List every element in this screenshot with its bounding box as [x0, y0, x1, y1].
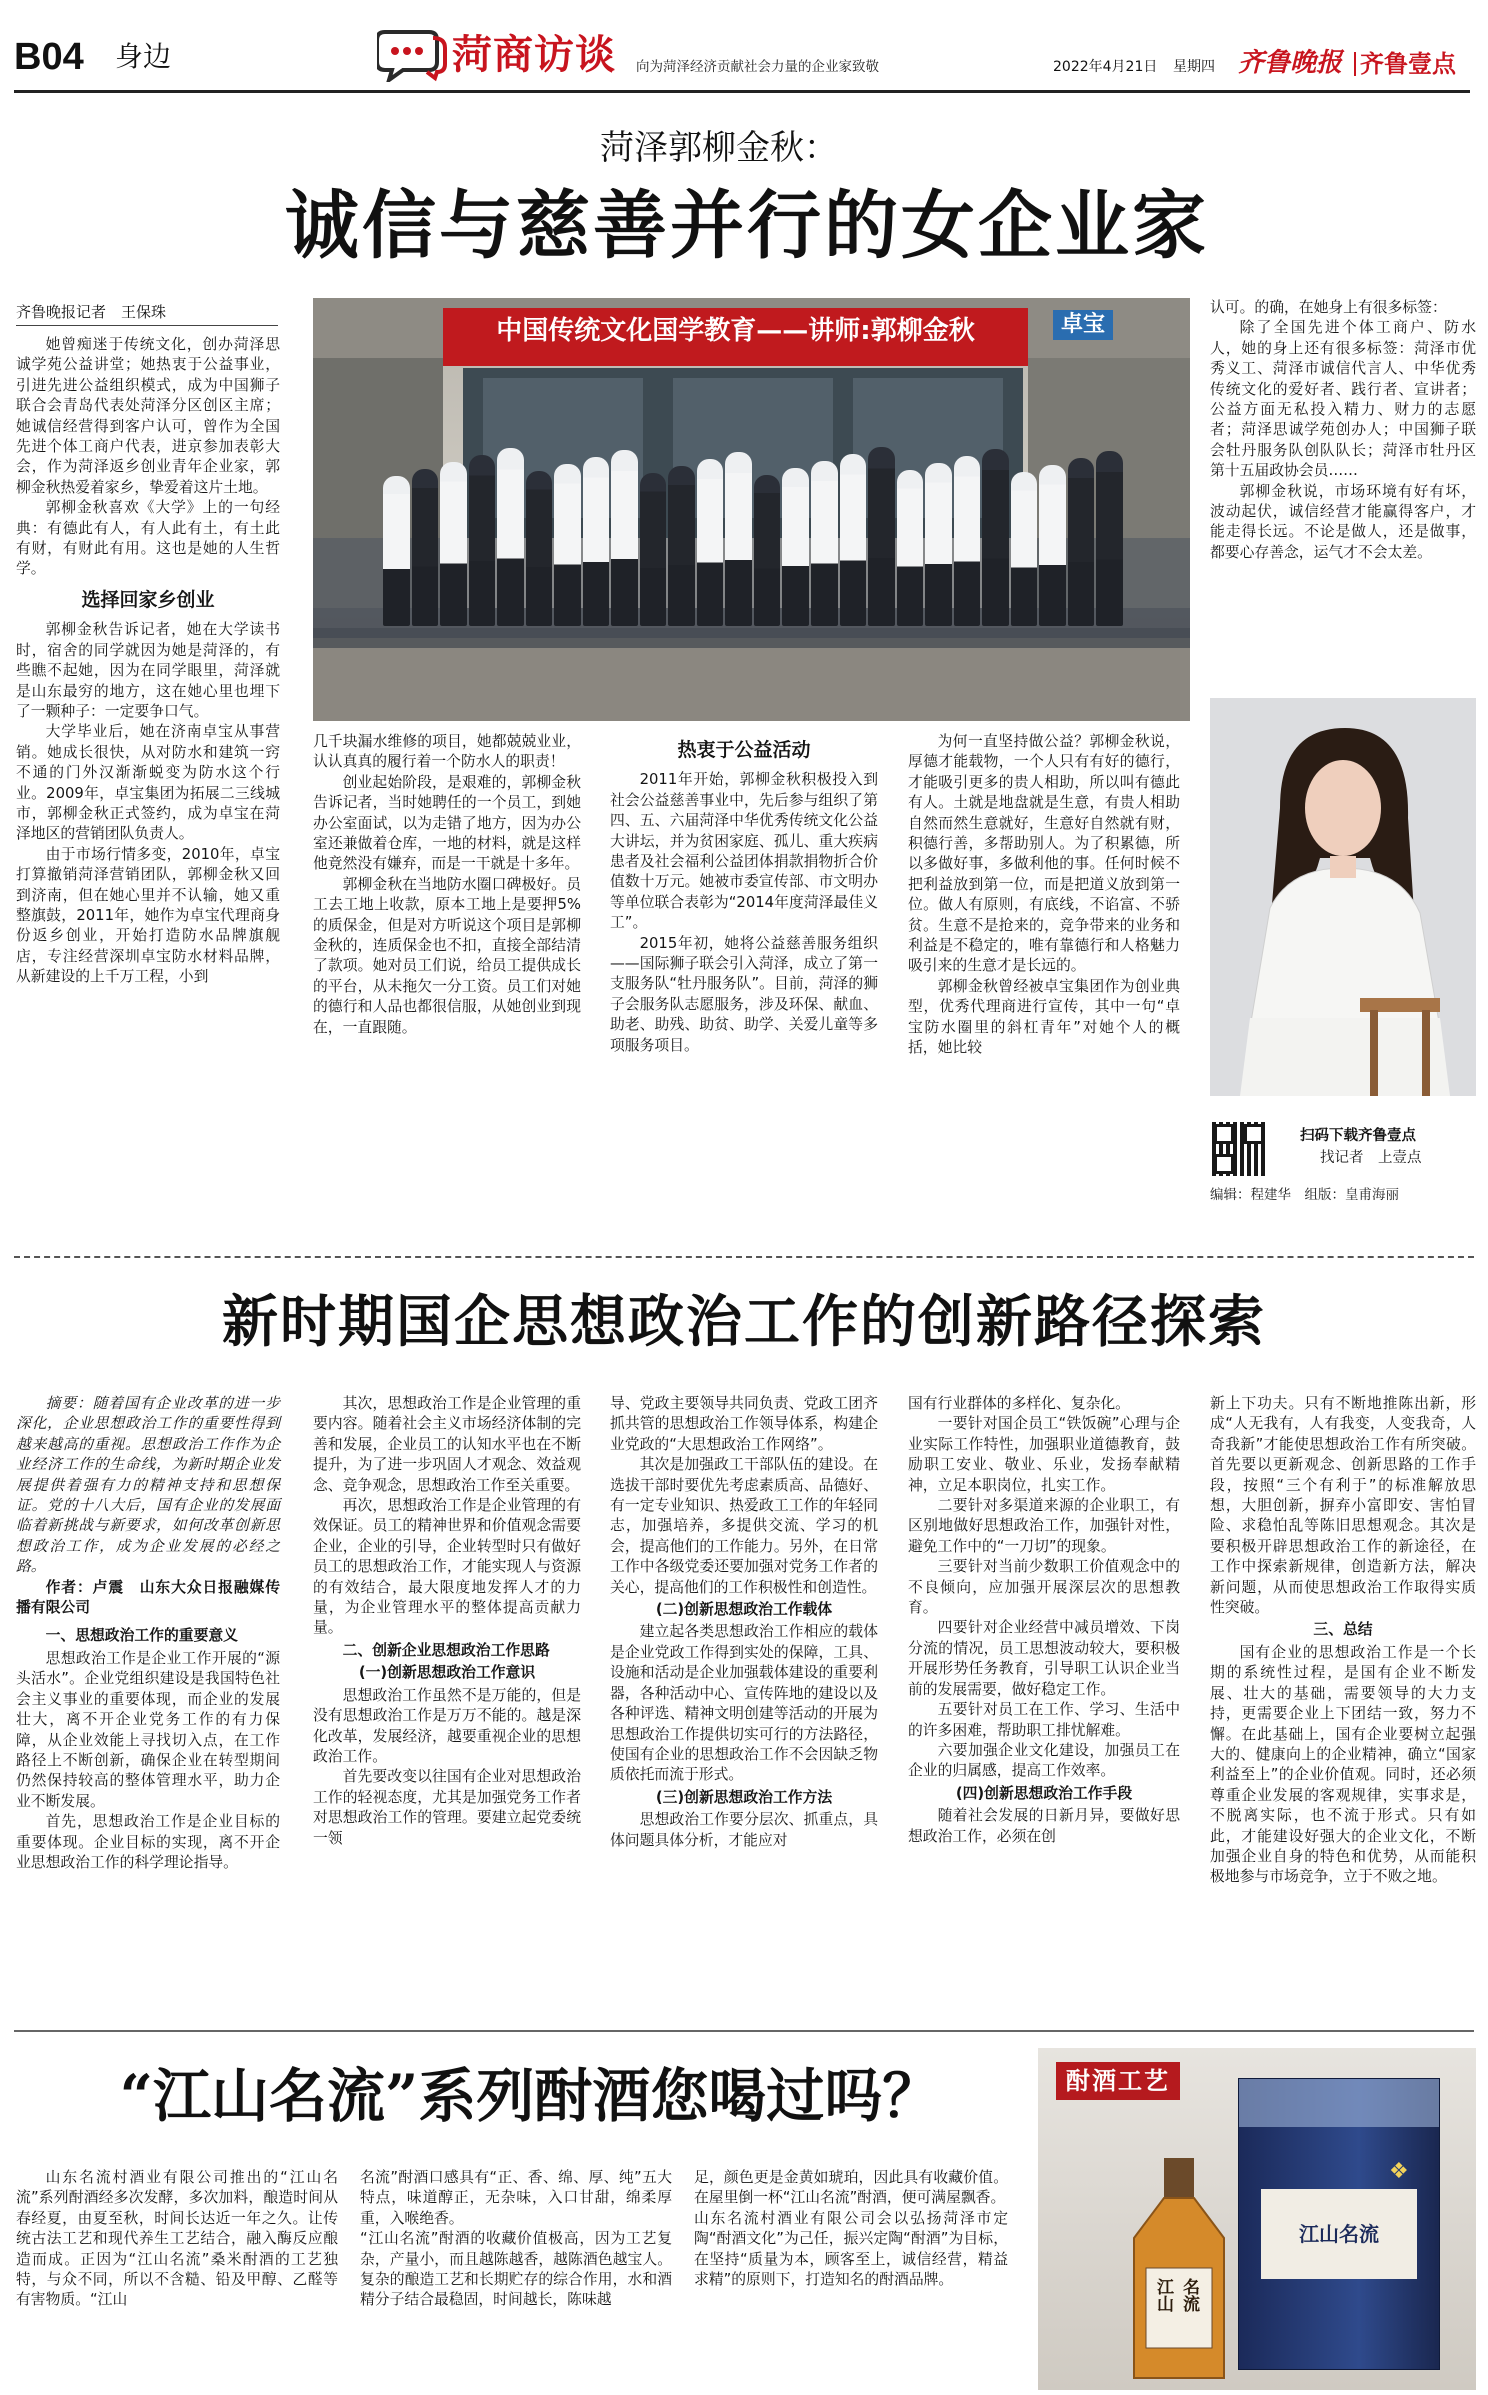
section-heading: 一、思想政治工作的重要意义: [45, 1627, 238, 1645]
article1-col2: [313, 732, 581, 1038]
person-figure: [497, 448, 524, 626]
bottle-label-2: 名流: [1179, 2278, 1199, 2312]
paragraph: 新上下功夫。只有不断地推陈出新，形成“人无我有，人有我变，人变我奇，人奇我新”才能使思想政治工作有所突破。首先要以更新观念、创新思路的工作手段，按照“三个有利于”的标准解放思想，大胆创新，摒弃小富即安、害怕冒险、求稳怕乱等陈旧思想观念。其次是要积极开辟思想政治工作的新途径，在工作中探索新规律，创造新方法，解决新问题，从而使思想政治工作取得实质性突破。: [1210, 1395, 1476, 1617]
paragraph: 思想政治工作是企业工作开展的“源头活水”。企业党组织建设是我国特色社会主义事业的重要体现，而企业的发展壮大，离不开企业党务工作的有力保障，从企业效能上寻找切入点，在工作路径上不断创新，确保企业在转型期间仍然保持较高的整体管理水平，助力企业不断发展。: [16, 1649, 280, 1810]
section-heading: 二、创新企业思想政治工作思路: [342, 1641, 550, 1659]
paragraph: 郭柳金秋曾经被卓宝集团作为创业典型，优秀代理商进行宣传，其中一句“卓宝防水圈里的斜杠青年”对她个人的概括，她比较: [908, 977, 1180, 1057]
person-figure: [412, 469, 439, 626]
paragraph: 足，颜色更是金黄如琥珀，因此具有收藏价值。在屋里倒一杯“江山名流”酎酒，便可满屋飘香。 山东名流村酒业有限公司会以弘扬菏泽市定陶“酎酒文化”为己任，振兴定陶“酎酒”为目标，在坚持“质量为本，顾客至上，诚信经营，精益求精”的原则下，打造知名的酎酒品牌。: [694, 2169, 1008, 2289]
issue-date: 2022年4月21日: [1053, 59, 1158, 75]
section-heading: 三、总结: [1313, 1621, 1373, 1639]
banner-text: 中国传统文化国学教育——讲师:郭柳金秋: [496, 316, 975, 346]
paragraph: 名流”酎酒口感具有“正、香、绵、厚、纯”五大特点，味道醇正，无杂味，入口甘甜，绵柔厚重，入喉绝香。 “江山名流”酎酒的收藏价值极高，因为工艺复杂，产量小，而且越陈越香，越陈酒色越宝人。复杂的酿造工艺和长期贮存的综合作用，水和酒精分子结合最稳固，时间越长，陈味越: [360, 2169, 672, 2309]
subhead-charity: 热衷于公益活动: [677, 739, 811, 761]
paragraph: 其次，思想政治工作是企业管理的重要内容。随着社会主义市场经济体制的完善和发展，企业员工的认知水平也在不断提升，为了进一步巩固人才观念、效益观念、竞争观念，思想政治工作至关重要。: [313, 1395, 581, 1494]
person-figure: [840, 454, 867, 626]
qr-caption-2: 找记者 上壹点: [1320, 1150, 1422, 1166]
paragraph: 再次，思想政治工作是企业管理的有效保证。员工的精神世界和价值观念需要企业，企业的引导，企业转型时只有做好员工的思想政治工作，才能实现人与资源的有效结合，最大限度地发挥人才的力量，为企业管理水平的整体提高贡献力量。: [313, 1497, 581, 1637]
paragraph: 首先，思想政治工作是企业目标的重要体现。企业目标的实现，离不开企业思想政治工作的科学理论指导。: [16, 1813, 280, 1871]
article3-col2: [360, 2168, 672, 2311]
person-figure: [954, 456, 981, 626]
person-figure: [469, 455, 496, 626]
section-heading: (四)创新思想政治工作手段: [955, 1784, 1133, 1802]
person-figure: [925, 463, 952, 626]
person-figure: [897, 470, 924, 626]
paragraph: 认可。的确，在她身上有很多标签：: [1210, 299, 1447, 316]
person-figure: [383, 476, 410, 626]
person-figure: [725, 452, 752, 626]
article2-col2: [313, 1394, 581, 1849]
paragraph: 除了全国先进个体工商户、防水人，她的身上还有很多标签：菏泽市优秀义工、菏泽市诚信代言人、中华优秀传统文化的爱好者、践行者、宣讲者；公益方面无私投入精力、财力的志愿者；菏泽思诚学苑创办人；中国狮子联会牡丹服务队创队队长；菏泽市牡丹区第十五届政协会员……: [1210, 319, 1476, 480]
paragraph: 其次是加强政工干部队伍的建设。在选拔干部时要优先考虑素质高、品德好、有一定专业知识、热爱政工工作的年轻同志，加强培养，多提供交流、学习的机会，提高他们的工作能力。另外，在日常工作中各级党委还要加强对党务工作者的关心，提高他们的工作积极性和创造性。: [610, 1456, 878, 1596]
paragraph: 2015年初，她将公益慈善服务组织——国际狮子联会引入菏泽，成立了第一支服务队“牡丹服务队”。目前，菏泽的狮子会服务队志愿服务，涉及环保、献血、助老、助残、助贫、助学、关爱儿童等多项服务项目。: [610, 934, 878, 1054]
column-slogan: 向为菏泽经济贡献社会力量的企业家致敬: [636, 59, 879, 75]
person-figure: [754, 475, 781, 626]
article1-col1: [16, 335, 280, 988]
wine-box-label: [1261, 2189, 1417, 2279]
paragraph: 四要针对企业经营中减员增效、下岗分流的情况，员工思想波动较大，要积极开展形势任务教育，引导职工认识企业当前的发展需要，做好稳定工作。: [908, 1619, 1180, 1698]
page-code: B04: [14, 36, 84, 78]
wine-box: [1238, 2078, 1440, 2370]
paragraph: 一要针对国企员工“铁饭碗”心理与企业实际工作特性，加强职业道德教育，鼓励职工安业、敬业、乐业，发扬奉献精神，立足本职岗位，扎实工作。: [908, 1415, 1180, 1494]
person-figure: [1011, 472, 1038, 626]
article1-col3: [610, 732, 878, 1056]
person-figure: [611, 450, 638, 626]
qr-code[interactable]: [1212, 1122, 1266, 1176]
section-divider-1: [14, 1256, 1474, 1258]
paragraph: 思想政治工作要分层次、抓重点，具体问题具体分析，才能应对: [610, 1811, 878, 1849]
brand-divider: [1354, 52, 1356, 76]
article2-col3: [610, 1394, 878, 1851]
paragraph: 郭柳金秋说，市场环境有好有坏，波动起伏，诚信经营才能赢得客户，才能走得长远。不论是做人，还是做事，都要心存善念，运气才不会太差。: [1210, 482, 1476, 561]
paragraph: 首先要改变以往国有企业对思想政治工作的轻视态度，尤其是加强党务工作者对思想政治工作的管理。要建立起党委统一领: [313, 1768, 581, 1847]
person-figure: [1039, 465, 1066, 626]
article2-col4: [908, 1394, 1180, 1847]
article2-col5: [1210, 1394, 1476, 1888]
person-figure: [583, 457, 610, 626]
paragraph: 六要加强企业文化建设，加强员工在企业的归属感，提高工作效率。: [908, 1741, 1180, 1780]
person-figure: [440, 462, 467, 626]
article1-col5: [1210, 298, 1476, 563]
person-figure: [868, 447, 895, 626]
person-figure: [526, 471, 553, 626]
paragraph: 随着社会发展的日新月异，要做好思想政治工作，必须在创: [908, 1807, 1180, 1845]
brand-logo-yidian: 齐鲁壹点: [1360, 50, 1456, 78]
header-rule: [14, 90, 1470, 93]
article1-kicker: 菏泽郭柳金秋：: [600, 128, 838, 168]
editor-credit: 编辑：程建华 组版：皇甫海丽: [1210, 1187, 1399, 1203]
butterfly-icon: ❖: [1389, 2159, 1409, 2184]
paragraph: 山东名流村酒业有限公司推出的“江山名流”系列酎酒经多次发酵，多次加料，酿造时间从春经夏，由夏至秋，时间长达近一年之久。让传统古法工艺和现代养生工艺结合，融入酶反应酿造而成。正因为“江山名流”桑米酎酒的工艺独特，与众不同，所以不含糙、铅及甲醇、乙醛等有害物质。“江山: [16, 2169, 338, 2309]
person-figure: [811, 461, 838, 626]
person-figure: [697, 459, 724, 626]
section-heading: (一)创新思想政治工作意识: [358, 1664, 536, 1682]
paragraph: 郭柳金秋在当地防水圈口碑极好。员工去工地上收款，原本工地上是要押5%的质保金，但是对方听说这个项目是郭柳金秋的，连质保金也不扣，直接全部结清了款项。她对员工们说，给员工提供成长的平台，从未拖欠一分工资。员工们对她的德行和人品也都很信服，从她创业到现在，一直跟随。: [313, 875, 581, 1036]
person-figure: [554, 464, 581, 626]
people-row: [383, 446, 1123, 626]
article1-col4: [908, 732, 1180, 1059]
paragraph: 为何一直坚持做公益？郭柳金秋说，厚德才能载物，一个人只有有好的德行，才能吸引更多的贵人相助，所以叫有德此有人。土就是地盘就是生意，有贵人相助自然而然生意就好，生意好自然就有财，积德行善，多帮助别人。为了积累德，所以多做好事，多做利他的事。任何时候不把利益放到第一位，而是把道义放到第一位。做人有原则，有底线，不谄富、不骄贫。生意不是抢来的，竞争带来的业务和利益是不稳定的，唯有靠德行和人格魅力吸引来的生意才是长远的。: [908, 733, 1180, 975]
paragraph: 郭柳金秋告诉记者，她在大学读书时，宿舍的同学就因为她是菏泽的，有些瞧不起她，因为在同学眼里，菏泽就是山东最穷的地方，这在她心里也埋下了一颗种子：一定要争口气。: [16, 621, 280, 720]
article2-col1: [16, 1394, 280, 1873]
paragraph: 建立起各类思想政治工作相应的载体是企业党政工作得到实处的保障，工具、设施和活动是企业加强载体建设的重要利器，各种活动中心、宣传阵地的建设以及各种评选、精神文明创建等活动的开展为思想政治工作提供切实可行的方法路径，使国有企业的思想政治工作不会因缺乏物质依托而流于形式。: [610, 1623, 878, 1784]
paragraph: 几千块漏水维修的项目，她都兢兢业业，认认真真的履行着一个防水人的职责！: [313, 733, 581, 771]
person-figure: [1096, 451, 1123, 626]
wine-advertisement: [1038, 2048, 1476, 2390]
person-figure: [640, 473, 667, 626]
article1-title: 诚信与慈善并行的女企业家: [285, 183, 1209, 269]
paragraph: 导、党政主要领导共同负责、党政工团齐抓共管的思想政治工作领导体系，构建企业党政的“大思想政治工作网络”。: [610, 1395, 878, 1453]
paragraph: 二要针对多渠道来源的企业职工，有区别地做好思想政治工作，加强针对性，避免工作中的“一刀切”的现象。: [908, 1497, 1180, 1555]
paragraph: 创业起始阶段，是艰难的，郭柳金秋告诉记者，当时她聘任的一个员工，到她办公室面试，以为走错了地方，因为办公室还兼做着仓库，一地的材料，就是这样他竟然没有嫌弃，而是一干就是十多年。: [313, 773, 581, 873]
article2-title: 新时期国企思想政治工作的创新路径探索: [222, 1289, 1266, 1355]
person-figure: [982, 449, 1009, 626]
paragraph: 郭柳金秋喜欢《大学》上的一句经典：有德此有人，有人此有土，有土此有财，有财此有用。这也是她的人生哲学。: [16, 499, 280, 578]
section-divider-2: [14, 2030, 1474, 2032]
paragraph: 国有行业群体的多样化、复杂化。: [908, 1395, 1130, 1412]
brand-logo-qilu: 齐鲁晚报: [1238, 48, 1343, 78]
paragraph: 五要针对员工在工作、学习、生活中的许多困难，帮助职工排忧解难。: [908, 1701, 1180, 1739]
issue-weekday: 星期四: [1173, 59, 1215, 75]
person-figure: [668, 466, 695, 626]
section-name: 身边: [115, 40, 172, 73]
abstract: 摘要：随着国有企业改革的进一步深化，企业思想政治工作的重要性得到越来越高的重视。思想政治工作作为企业经济工作的生命线，为新时期企业发展提供着强有力的精神支持和思想保证。党的十八大后，国有企业的发展面临着新挑战与新要求，如何改革创新思想政治工作，成为企业发展的必经之路。: [16, 1395, 280, 1576]
paragraph: 由于市场行情多变，2010年，卓宝打算撤销菏泽营销团队，郭柳金秋又回到济南，但在她心里并不认输，她又重整旗鼓，2011年，她作为卓宝代理商身份返乡创业，开始打造防水品牌旗舰店，专注经营深圳卓宝防水材料品牌，从新建设的上千万工程，小到: [16, 845, 280, 986]
paragraph: 大学毕业后，她在济南卓宝从事营销。她成长很快，从对防水和建筑一窍不通的门外汉渐渐蜕变为防水这个行业。2009年，卓宝集团为拓展二三线城市，郭柳金秋正式签约，成为卓宝在菏泽地区的营销团队负责人。: [16, 723, 280, 843]
group-photo: [313, 298, 1190, 721]
paragraph: 思想政治工作虽然不是万能的，但是没有思想政治工作是万万不能的。越是深化改革，发展经济，越要重视企业的思想政治工作。: [313, 1686, 581, 1765]
bottle-label-1: 江山: [1153, 2278, 1173, 2312]
article1-byline: 齐鲁晚报记者 王保珠: [16, 302, 278, 326]
article3-col1: [16, 2168, 338, 2311]
column-name: 菏商访谈: [452, 32, 616, 78]
wine-bottle: [1124, 2158, 1234, 2384]
section-heading: (三)创新思想政治工作方法: [655, 1788, 833, 1806]
person-figure: [1068, 458, 1095, 626]
author-line: 作者：卢震 山东大众日报融媒传播有限公司: [16, 1578, 280, 1617]
wine-box-text: 江山名流: [1299, 2222, 1379, 2246]
paragraph: 三要针对当前少数职工价值观念中的不良倾向，应加强开展深层次的思想教育。: [908, 1558, 1180, 1617]
section-heading: (二)创新思想政治工作载体: [655, 1601, 833, 1619]
paragraph: 国有企业的思想政治工作是一个长期的系统性过程，是国有企业不断发展、壮大的基础，需要领导的大力支持，更需要企业上下团结一致，努力不懈。在此基础上，国有企业要树立起强大的、健康向上的企业精神，确立“国家利益至上”的企业价值观。同时，还必须尊重企业发展的客观规律，实事求是，不脱离实际，也不流于形式。只有如此，才能建设好强大的企业文化，不断加强企业自身的特色和优势，从而能积极地参与市场竞争，立于不败之地。: [1210, 1643, 1476, 1886]
banner-side-sign: 卓宝: [1053, 310, 1113, 340]
paragraph: 2011年开始，郭柳金秋积极投入到社会公益慈善事业中，先后参与组织了第四、五、六届菏泽中华优秀传统文化公益大讲坛，并为贫困家庭、孤儿、重大疾病患者及社会福利公益团体捐款捐物折合价值数十万元。她被市委宣传部、市文明办等单位联合表彰为“2014年度菏泽最佳义工”。: [610, 771, 878, 932]
paragraph: 她曾痴迷于传统文化，创办菏泽思诚学苑公益讲堂；她热衷于公益事业，引进先进公益组织模式，成为中国狮子联合会青岛代表处菏泽分区创区主席；她诚信经营得到客户认可，曾作为全国先进个体工商户代表，进京参加表彰大会，作为菏泽返乡创业青年企业家，郭柳金秋热爱着家乡，挚爱着这片土地。: [16, 336, 280, 496]
portrait-photo: [1210, 698, 1476, 1096]
article3-title: “江山名流”系列酎酒您喝过吗？: [119, 2062, 941, 2130]
article3-col3: [694, 2168, 1008, 2290]
ad-label: 酎酒工艺: [1056, 2062, 1180, 2100]
person-figure: [782, 468, 809, 626]
qr-caption-1: 扫码下载齐鲁壹点: [1300, 1128, 1416, 1144]
subhead-return-home: 选择回家乡创业: [81, 588, 215, 611]
chat-bubble-icon: [377, 28, 447, 82]
article2-col1-body: [16, 1626, 280, 1873]
